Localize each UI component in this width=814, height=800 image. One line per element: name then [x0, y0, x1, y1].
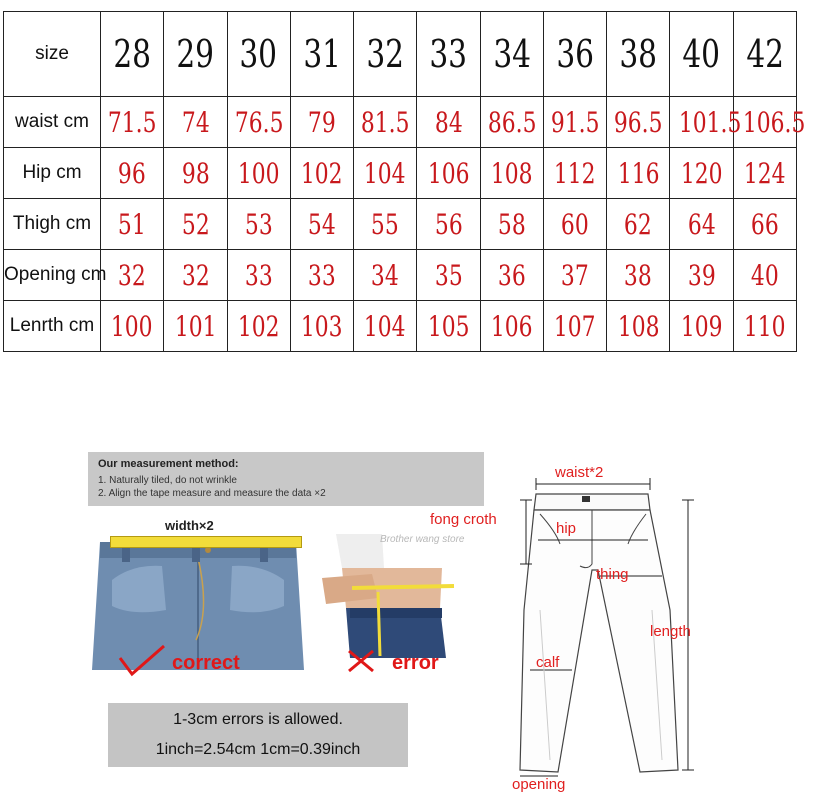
diagram-label-opening: opening	[512, 776, 566, 793]
measurement-value: 110	[743, 309, 786, 343]
table-row	[4, 199, 797, 250]
measurement-cell	[354, 250, 417, 301]
size-header-cell	[670, 12, 733, 97]
table-row	[4, 250, 797, 301]
size-header-cell	[417, 12, 480, 97]
measurement-value: 74	[181, 105, 210, 139]
diagram-label-thigh: thing	[596, 566, 629, 583]
measurement-cell	[227, 301, 290, 352]
size-value: 34	[492, 32, 531, 76]
table-row	[4, 301, 797, 352]
diagram-label-hip: hip	[556, 520, 577, 537]
measurement-cell	[480, 250, 543, 301]
measurement-value: 71.5	[107, 105, 157, 139]
measurement-value: 107	[554, 309, 596, 343]
diagram-label-waist: waist*2	[555, 464, 604, 481]
measurement-cell	[607, 301, 670, 352]
measurement-value: 66	[750, 207, 779, 241]
size-header-row	[4, 12, 797, 97]
measurement-cell	[670, 301, 733, 352]
row-label: Hip cm	[4, 148, 101, 199]
measurement-value: 112	[554, 156, 596, 190]
width-label: width×2	[165, 518, 214, 533]
measurement-cell	[480, 199, 543, 250]
measurement-value: 53	[244, 207, 273, 241]
size-value: 38	[619, 32, 658, 76]
tolerance-note-box	[108, 703, 408, 767]
measurement-value: 32	[118, 258, 147, 292]
measurement-value: 104	[364, 156, 407, 190]
table-row	[4, 148, 797, 199]
measurement-value: 124	[743, 156, 786, 190]
measurement-cell	[101, 148, 164, 199]
measurement-value: 37	[561, 258, 589, 292]
measurement-cell	[607, 199, 670, 250]
measurement-cell	[290, 97, 353, 148]
body-measure-photo	[322, 528, 482, 658]
tape-measure	[110, 536, 302, 548]
measurement-value: 109	[680, 309, 723, 343]
size-header-cell	[227, 12, 290, 97]
row-label: Thigh cm	[4, 199, 101, 250]
measurement-cell	[227, 250, 290, 301]
measurement-value: 56	[434, 207, 463, 241]
size-value: 31	[303, 32, 341, 76]
measurement-cell	[354, 301, 417, 352]
measurement-cell	[417, 97, 480, 148]
measurement-cell	[417, 250, 480, 301]
measurement-value: 106	[427, 156, 470, 190]
measurement-value: 86.5	[487, 105, 537, 139]
measurement-cell	[290, 301, 353, 352]
size-header-cell	[607, 12, 670, 97]
measurement-cell	[227, 148, 290, 199]
size-chart-table	[3, 11, 806, 352]
size-value: 42	[745, 32, 784, 76]
size-value: 40	[682, 32, 721, 76]
measurement-value: 33	[308, 258, 336, 292]
checkmark-icon	[118, 644, 166, 678]
measurement-cell	[480, 97, 543, 148]
measurement-cell	[417, 148, 480, 199]
tolerance-note: 1-3cm errors is allowed.	[173, 711, 343, 728]
size-value: 28	[113, 32, 151, 76]
measurement-value: 81.5	[360, 105, 410, 139]
size-value: 32	[366, 32, 405, 76]
measurement-value: 34	[371, 258, 400, 292]
measurement-cell	[607, 250, 670, 301]
measurement-cell	[480, 148, 543, 199]
measurement-cell	[164, 97, 227, 148]
size-header-cell	[733, 12, 796, 97]
measurement-value: 102	[237, 309, 280, 343]
measurement-cell	[354, 148, 417, 199]
size-value: 36	[556, 32, 594, 76]
measurement-cell	[733, 250, 796, 301]
method-step-2: 2. Align the tape measure and measure the data ×2	[98, 488, 326, 499]
method-title: Our measurement method:	[98, 458, 239, 470]
measurement-value: 51	[118, 207, 147, 241]
measurement-value: 40	[750, 258, 779, 292]
correct-label: correct	[172, 652, 240, 674]
table-row	[4, 97, 797, 148]
error-label: error	[392, 652, 439, 674]
size-header-cell	[290, 12, 353, 97]
measurement-cell	[543, 97, 606, 148]
size-value: 29	[176, 32, 215, 76]
measurement-value: 116	[617, 156, 660, 190]
measurement-value: 76.5	[234, 105, 284, 139]
measurement-value: 100	[111, 309, 153, 343]
measurement-cell	[101, 250, 164, 301]
measurement-value: 106	[490, 309, 533, 343]
measurement-value: 100	[237, 156, 280, 190]
measurement-value: 103	[301, 309, 343, 343]
measurement-value: 98	[181, 156, 210, 190]
size-value: 33	[429, 32, 468, 76]
size-header-cell	[543, 12, 606, 97]
measurement-value: 52	[181, 207, 210, 241]
measurement-value: 79	[308, 105, 336, 139]
measurement-value: 108	[490, 156, 533, 190]
method-step-1: 1. Naturally tiled, do not wrinkle	[98, 475, 237, 486]
size-value: 30	[239, 32, 278, 76]
measurement-cell	[543, 199, 606, 250]
measurement-cell	[670, 97, 742, 148]
measurement-cell	[164, 199, 227, 250]
measurement-value: 101.5	[679, 105, 742, 139]
measurement-cell	[101, 199, 164, 250]
measurement-cell	[164, 250, 227, 301]
measurement-value: 38	[624, 258, 653, 292]
diagram-label-length: length	[650, 623, 691, 640]
size-header-cell	[480, 12, 543, 97]
measurement-cell	[101, 301, 164, 352]
measurement-value: 96	[118, 156, 147, 190]
measurement-value: 108	[617, 309, 660, 343]
measurement-cell	[670, 199, 733, 250]
measurement-cell	[290, 148, 353, 199]
measurement-method-box	[88, 452, 484, 506]
measurement-value: 101	[174, 309, 217, 343]
measurement-value: 36	[497, 258, 526, 292]
measurement-value: 35	[434, 258, 463, 292]
size-header-cell	[354, 12, 417, 97]
measurement-cell	[164, 148, 227, 199]
cross-icon	[346, 648, 376, 674]
measurement-value: 33	[244, 258, 273, 292]
measurement-cell	[354, 97, 417, 148]
measurement-cell	[354, 199, 417, 250]
measurement-value: 96.5	[613, 105, 663, 139]
measurement-cell	[417, 301, 480, 352]
unit-conversion-note: 1inch=2.54cm 1cm=0.39inch	[155, 741, 361, 758]
measurement-value: 104	[364, 309, 407, 343]
size-header-cell	[101, 12, 164, 97]
measurement-value: 84	[434, 105, 463, 139]
measurement-cell	[670, 250, 733, 301]
measurement-cell	[480, 301, 543, 352]
measurement-cell	[607, 97, 670, 148]
row-label: waist cm	[4, 97, 101, 148]
measurement-value: 54	[308, 207, 336, 241]
measurement-value: 55	[371, 207, 400, 241]
row-label: Lenrth cm	[4, 301, 101, 352]
measurement-cell	[607, 148, 670, 199]
measurement-value: 32	[181, 258, 210, 292]
measurement-value: 106.5	[742, 105, 806, 139]
measurement-value: 64	[687, 207, 716, 241]
measurement-cell	[733, 301, 796, 352]
measurement-cell	[227, 97, 290, 148]
measurement-cell	[733, 199, 796, 250]
measurement-value: 58	[497, 207, 526, 241]
measurement-cell	[417, 199, 480, 250]
size-header-label: size	[4, 12, 101, 97]
watermark: Brother wang store	[380, 534, 465, 545]
row-label: Opening cm	[4, 250, 101, 301]
measurement-cell	[543, 301, 606, 352]
measurement-cell	[101, 97, 164, 148]
measurement-value: 105	[427, 309, 470, 343]
measurement-value: 102	[301, 156, 343, 190]
measurement-cell	[733, 148, 796, 199]
measurement-cell	[733, 97, 806, 148]
measurement-value: 120	[680, 156, 723, 190]
measurement-cell	[543, 250, 606, 301]
measurement-value: 62	[624, 207, 653, 241]
measurement-cell	[543, 148, 606, 199]
measurement-cell	[164, 301, 227, 352]
measurement-value: 60	[561, 207, 589, 241]
measurement-cell	[290, 199, 353, 250]
measurement-value: 39	[687, 258, 716, 292]
size-header-cell	[164, 12, 227, 97]
diagram-label-front-crotch: fong croth	[430, 511, 497, 528]
measurement-value: 91.5	[550, 105, 600, 139]
measurement-cell	[227, 199, 290, 250]
measurement-cell	[290, 250, 353, 301]
measurement-cell	[670, 148, 733, 199]
diagram-label-calf: calf	[536, 654, 560, 671]
